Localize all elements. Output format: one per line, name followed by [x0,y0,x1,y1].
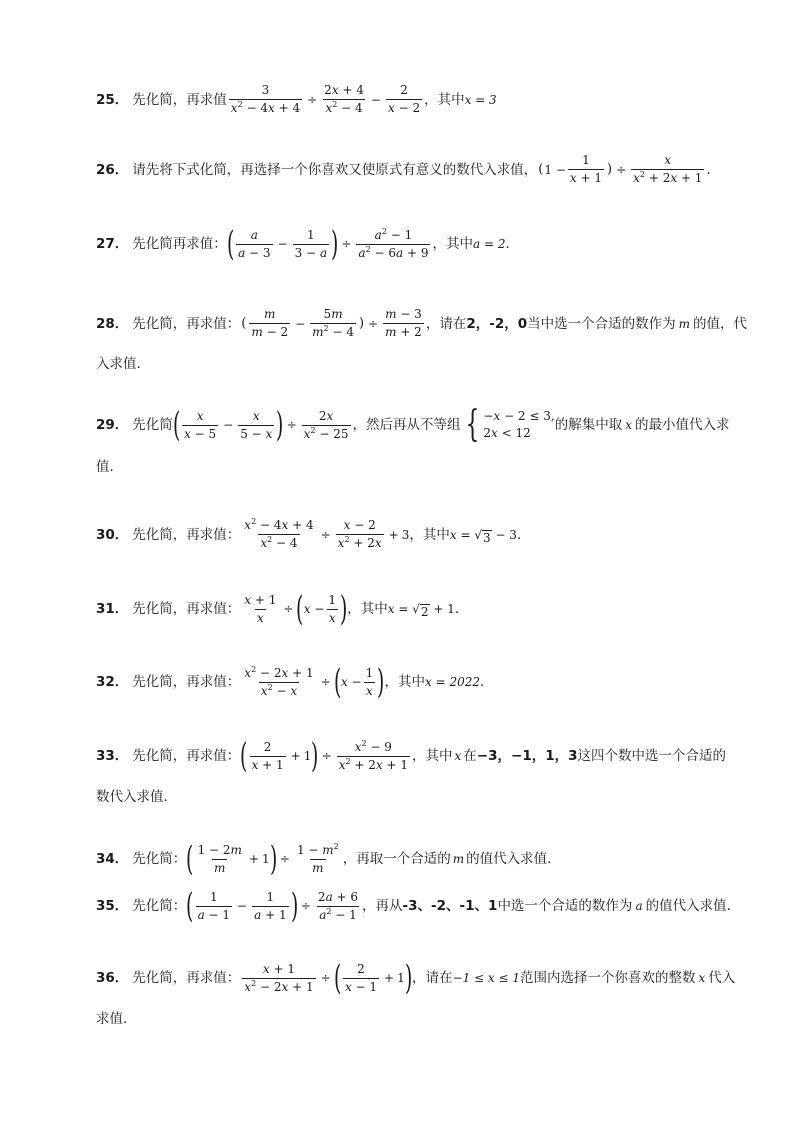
problem-text: ． [505,236,519,252]
variable: x [625,418,632,432]
expression: ( $\frac{a}{a - 3}$ − $\frac{1}{3 - a}$ ) ÷ $\frac{a^2 - 1}{a^2 - 6a + 9}$ [226,224,429,264]
problem-text: ，其中 [432,236,473,252]
problem-34 [96,839,706,879]
expression: $\frac{x^2 - 2x + 1}{x^2 - x}$ ÷ ( x − $\frac{1}{x}$ ) [244,662,385,702]
problem-33 [96,736,726,807]
problem-text: ，然后再从不等组 [352,417,461,433]
problem-text: ． [706,161,720,178]
problem-35 [96,886,741,926]
problem-text: ，再取一个合适的 [342,851,451,867]
problem-number: 32． [96,674,129,690]
problem-text: 值． [96,459,123,475]
problem-text: 先化简，再求值： [132,526,241,543]
condition: x = √ 2 + 1 [387,602,455,619]
condition: x = √ 3 − 3 [449,527,517,545]
variable: m [678,316,691,331]
problem-number: 33． [96,748,129,764]
problem-text: 先化简，再求值： [132,601,241,617]
condition: a = 2 [472,237,506,251]
problem-number: 28． [96,315,129,332]
problem-text: 这四个数中选一个合适的 [577,748,726,764]
variable: x [454,749,462,763]
problem-number: 36． [96,970,129,986]
variable: a [635,899,643,913]
problem-text: 在 [463,748,477,764]
problem-text: 先化简 [132,417,173,433]
inequality-system: { −x − 2 ≤ 3, 2x < 12 [465,404,555,445]
problem-30 [96,518,706,551]
problem-text: ，请在 [425,315,467,332]
problem-text: 范围内选择一个你喜欢的整数 [519,970,696,986]
problem-text: 代入 [708,970,736,986]
problem-number: 25． [96,91,129,108]
problem-text: 请先将下式化简，再选择一个你喜欢又使原式有意义的数代入求值， [132,161,538,178]
problem-text: 的值，代 [693,315,748,332]
problem-28 [96,307,748,374]
range: −1 ≤ x ≤ 1 [452,971,520,985]
condition: x = 3 [464,92,497,107]
problem-26 [96,153,720,186]
problem-32 [96,662,706,702]
problem-31 [96,589,706,629]
problem-number: 26． [96,161,129,178]
problem-number: 31． [96,601,129,617]
problem-text: 的值代入求值． [466,851,561,867]
problem-text: ，请在 [412,970,453,986]
problem-number: 29． [96,417,129,433]
problem-text: 入求值． [96,356,150,372]
problem-36 [96,958,736,1029]
problem-text: ，其中 [384,674,425,690]
problem-text: 先化简： [132,851,187,867]
variable: m [452,852,465,866]
expression: $\frac{x + 1}{x^2 - 2x + 1}$ ÷ ( $\frac{2}{x - 1}$ + 1 ) [244,958,413,998]
value-list: -3、-2、-1、1 [402,898,498,914]
problem-text: 数代入求值． [96,789,177,805]
value-list: 2，-2，0 [466,315,528,332]
expression: ( $\frac{1}{a - 1}$ − $\frac{1}{a + 1}$ ) ÷ $\frac{2a + 6}{a^2 - 1}$ [186,886,359,926]
problem-29 [96,404,730,477]
expression: ( $\frac{m}{m - 2}$ − $\frac{5m}{m^2 - 4}$ ) ÷ $\frac{m - 3}{m + 2}$ [241,307,422,339]
problem-text: 先化简，再求值： [132,748,241,764]
condition: x = 2022 [425,675,480,689]
expression: $\frac{x + 1}{x}$ ÷ ( x − $\frac{1}{x}$ ) [244,589,348,629]
problem-text: 中选一个合适的数作为 [497,898,633,914]
expression: $\frac{x^2 - 4x + 4}{x^2 - 4}$ ÷ $\frac{x - 2}{x^2 + 2x}$ + 3 [244,517,410,550]
problem-25 [96,83,706,116]
problem-text: 的最小值代入求 [634,417,730,433]
problem-text: 先化简再求值： [132,236,227,252]
problem-text: 当中选一个合适的数作为 [527,315,676,332]
problem-number: 35． [96,898,129,914]
expression: ( $\frac{2}{x + 1}$ + 1 ) ÷ $\frac{x^2 - 9}{x^2 + 2x + 1}$ [240,736,409,776]
problem-text: 先化简，再求值： [132,674,241,690]
problem-text: ，其中 [409,526,450,543]
problem-number: 34． [96,851,129,867]
problem-text: ，再从 [362,898,403,914]
expression: ( 1 − $\frac{1}{x + 1}$ ) ÷ $\frac{x}{x^2 + 2x + 1}$ [538,153,703,185]
expression: ( $\frac{x}{x - 5}$ − $\frac{x}{5 - x}$ ) ÷ $\frac{2x}{x^2 - 25}$ [172,405,349,445]
problem-text: ，其中 [347,601,388,617]
problem-text: ，其中 [424,91,465,108]
problem-text: 先化简，再求值： [132,970,241,986]
problem-text: 先化简，再求值 [132,91,227,108]
problem-text: 的值代入求值． [645,898,741,914]
problem-text: 先化简，再求值： [132,315,241,332]
problem-text: 先化简： [132,898,187,914]
problem-27 [96,224,706,264]
expression: ( $\frac{1 - 2m}{m}$ + 1 ) ÷ $\frac{1 - m^2}{m}$ [186,839,339,879]
problem-text: 的解集中取 [554,417,623,433]
variable: x [698,971,706,985]
problem-number: 30． [96,526,129,543]
problem-text: ． [516,526,531,543]
problem-text: ，其中 [412,748,453,764]
expression: $\frac{3}{x^2 - 4x + 4}$ ÷ $\frac{2x + 4}{x^2 - 4}$ − $\frac{2}{x - 2}$ [230,83,421,115]
problem-text: 求值． [96,1011,137,1027]
problem-number: 27． [96,236,129,252]
problem-text: ． [454,601,469,617]
value-list: −3，−1，1，3 [476,748,578,764]
problem-text: ． [480,674,494,690]
